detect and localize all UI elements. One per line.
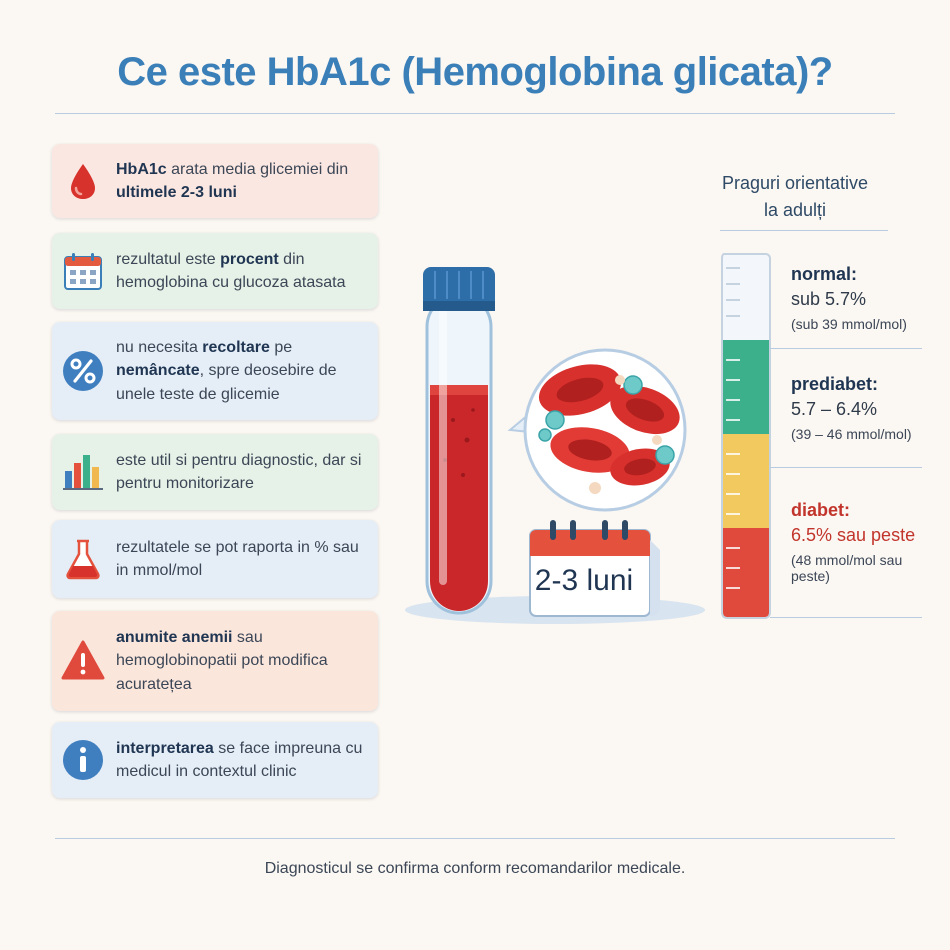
card-text [116,248,368,294]
test-tube [423,267,495,613]
footer-divider [55,838,895,839]
card-text [116,536,368,582]
page-title: Ce este HbA1c (Hemoglobina glicata)? [117,50,833,94]
card-text-segment: se face impreuna cu medicul in contextul clinic [116,739,363,780]
threshold-scale [718,250,774,622]
card-text-segment: este util si pentru diagnostic, dar si pentru monitorizare [116,451,362,492]
threshold-divider [770,467,922,468]
threshold-mmol: (48 mmol/mol sau peste) [791,552,903,584]
info-icon [60,737,106,783]
info-card-percent-result [52,233,378,309]
threshold-name: normal: [791,264,858,284]
card-text-segment: din hemoglobina cu glucoza atasata [116,250,346,291]
card-text [116,626,368,696]
card-text-bold: HbA1c [116,160,167,178]
threshold-value: 6.5% sau peste [791,525,916,545]
card-text-segment: nu necesita [116,339,203,357]
card-text [116,336,368,406]
blood-drop-icon [60,158,106,204]
thresholds-title-line2: la adulți [763,200,827,220]
title-divider [55,113,895,114]
threshold-mmol: (39 – 46 mmol/mol) [791,426,912,442]
threshold-diabetes [791,500,941,584]
info-card-interpretation [52,722,378,798]
calendar-icon [60,248,106,294]
scale-diabetes-band [723,528,769,617]
red-blood-cells-magnified [510,350,686,510]
warning-icon [60,638,106,684]
threshold-value: 5.7 – 6.4% [791,399,878,419]
thresholds-title-line1: Praguri orientative [721,173,869,193]
thresholds-divider [720,230,888,231]
card-text-bold: procent [220,250,279,268]
card-text-bold: nemâncate [116,362,200,380]
card-text [116,449,368,495]
threshold-mmol: (sub 39 mmol/mol) [791,316,907,332]
info-card-anemia [52,611,378,711]
card-text-segment: pe [269,339,293,357]
card-text-bold: interpretarea [116,739,214,757]
calendar-label: 2-3 luni [534,564,634,597]
card-text [116,737,368,783]
percent-icon [60,348,106,394]
info-card-average [52,144,378,218]
threshold-prediabetes [791,374,941,442]
card-text-segment: rezultatele se pot raporta in % sau in mmol/mol [116,538,359,579]
card-text [116,158,368,204]
threshold-normal [791,264,941,332]
info-card-diagnosis [52,434,378,510]
thresholds-title [700,170,890,224]
threshold-divider [770,348,922,349]
info-card-units [52,520,378,598]
card-text-bold: anumite anemii [116,629,233,647]
threshold-value: sub 5.7% [791,289,867,309]
card-text-segment: rezultatul este [116,250,221,268]
card-text-segment: arata media glicemiei din [166,160,349,178]
card-text-segment: , spre deosebire de unele teste de glicemie [116,362,337,403]
threshold-name: diabet: [791,500,851,520]
threshold-divider [770,617,922,618]
card-text-bold: ultimele 2-3 luni [116,184,237,201]
info-card-fasting [52,322,378,420]
footer-note: Diagnosticul se confirma conform recomandarilor medicale. [264,860,686,877]
threshold-name: prediabet: [791,374,879,394]
bar-chart-icon [60,449,106,495]
card-text-bold: recoltare [202,339,270,357]
flask-icon [60,536,106,582]
card-text-segment: sau hemoglobinopatii pot modifica acuratețea [116,629,328,693]
